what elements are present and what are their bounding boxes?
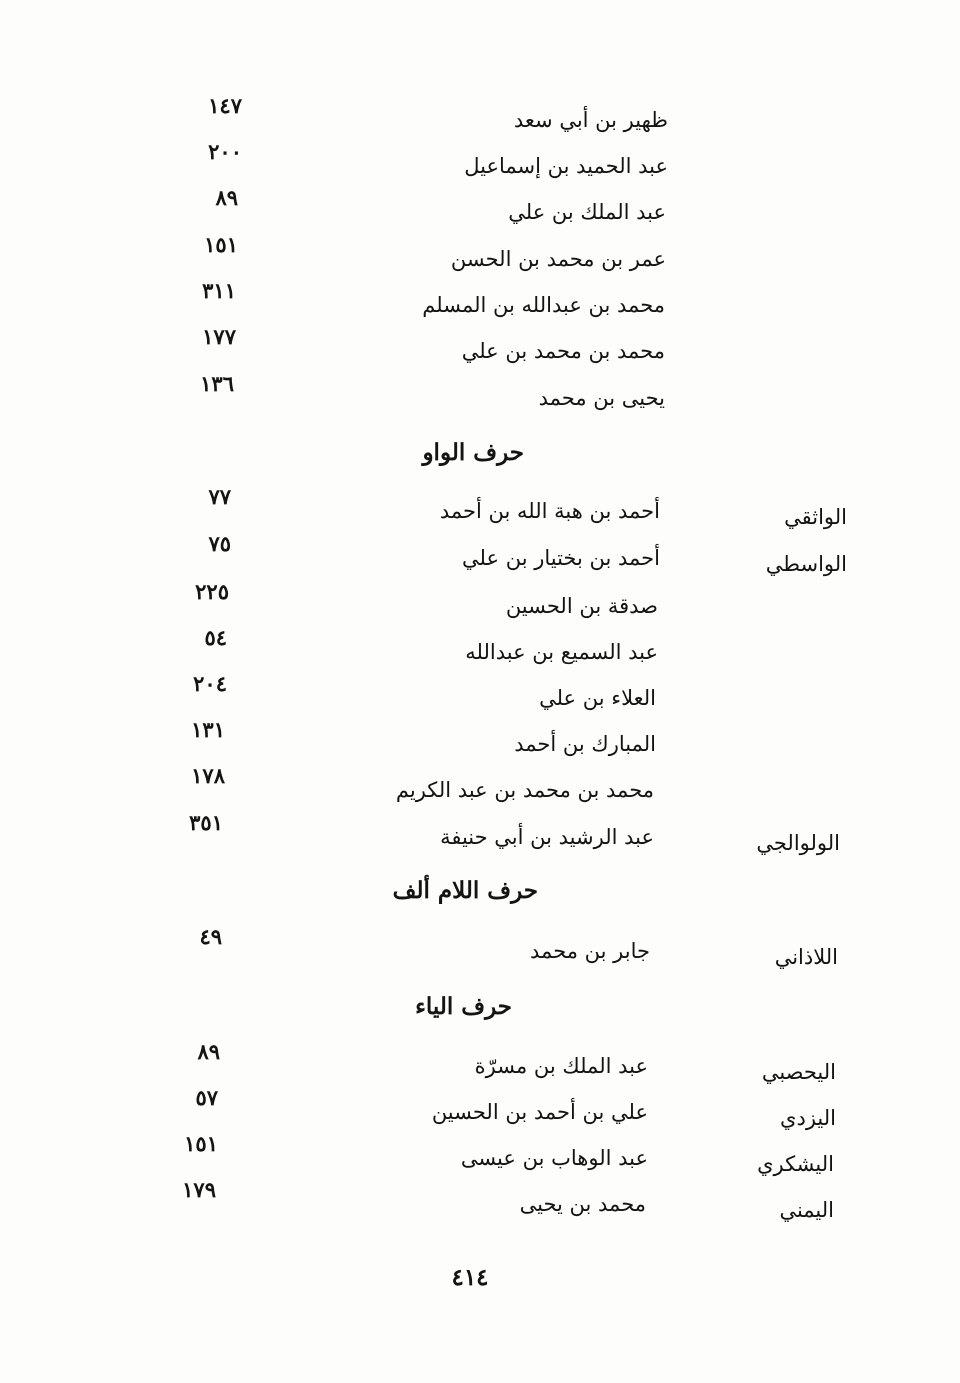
entry-nisba: الواثقي bbox=[784, 505, 847, 529]
entry-nisba: اليحصبي bbox=[761, 1060, 836, 1084]
index-entry bbox=[0, 1085, 960, 1138]
index-entry bbox=[0, 185, 960, 238]
index-entry bbox=[0, 717, 960, 770]
entry-name: أحمد بن هبة الله بن أحمد bbox=[439, 499, 660, 523]
entry-page: ٢٠٠ bbox=[208, 139, 242, 164]
index-entry bbox=[0, 924, 960, 977]
section-heading: حرف الواو bbox=[422, 439, 524, 466]
entry-name: عبد الرشيد بن أبي حنيفة bbox=[440, 825, 654, 849]
entry-name: عبد الوهاب بن عيسى bbox=[460, 1146, 648, 1170]
index-entry bbox=[0, 139, 960, 192]
entry-page: ٣٥١ bbox=[189, 810, 223, 835]
entry-nisba: اليزدي bbox=[780, 1106, 836, 1130]
entry-name: محمد بن محمد بن علي bbox=[461, 339, 665, 363]
section-heading: حرف الياء bbox=[415, 993, 512, 1020]
entry-page: ٣١١ bbox=[202, 278, 236, 303]
entry-name: عمر بن محمد بن الحسن bbox=[450, 247, 666, 271]
index-entry bbox=[0, 1039, 960, 1092]
entry-page: ٥٧ bbox=[195, 1085, 218, 1110]
entry-name: يحيى بن محمد bbox=[538, 386, 665, 410]
index-entry bbox=[0, 232, 960, 285]
index-entry bbox=[0, 579, 960, 632]
index-entry bbox=[0, 810, 960, 863]
entry-page: ٧٥ bbox=[208, 531, 231, 556]
index-entry bbox=[0, 93, 960, 146]
index-entry bbox=[0, 763, 960, 816]
entry-page: ١٤٧ bbox=[208, 93, 242, 118]
entry-nisba: اللاذاني bbox=[774, 945, 838, 969]
section-heading: حرف اللام ألف bbox=[392, 877, 538, 904]
entry-page: ٨٩ bbox=[197, 1039, 220, 1064]
entry-page: ٢٢٥ bbox=[195, 579, 229, 604]
index-entry bbox=[0, 278, 960, 331]
entry-page: ٥٤ bbox=[204, 625, 227, 650]
entry-page: ٤٩ bbox=[199, 924, 222, 949]
entry-name: العلاء بن علي bbox=[539, 686, 656, 710]
entry-name: المبارك بن أحمد bbox=[514, 732, 656, 756]
entry-name: عبد السميع بن عبدالله bbox=[465, 640, 658, 664]
index-entry bbox=[0, 484, 960, 537]
entry-nisba: الولوالجي bbox=[756, 831, 840, 855]
entry-page: ١٧٩ bbox=[182, 1177, 216, 1202]
entry-page: ١٥١ bbox=[204, 232, 238, 257]
entry-page: ١٥١ bbox=[184, 1131, 218, 1156]
entry-name: محمد بن عبدالله بن المسلم bbox=[422, 293, 665, 317]
entry-name: عبد الملك بن علي bbox=[508, 200, 666, 224]
entry-name: عبد الحميد بن إسماعيل bbox=[464, 154, 668, 178]
index-entry bbox=[0, 671, 960, 724]
entry-name: أحمد بن بختيار بن علي bbox=[462, 546, 660, 570]
entry-nisba: اليمني bbox=[779, 1198, 834, 1222]
entry-page: ١٧٧ bbox=[202, 324, 236, 349]
entry-page: ٢٠٤ bbox=[193, 671, 227, 696]
entry-name: علي بن أحمد بن الحسين bbox=[431, 1100, 648, 1124]
entry-nisba: الواسطي bbox=[765, 552, 847, 576]
entry-name: صدقة بن الحسين bbox=[505, 594, 658, 618]
index-entry bbox=[0, 371, 960, 424]
index-entry bbox=[0, 1177, 960, 1230]
index-entry bbox=[0, 531, 960, 584]
entry-page: ٨٩ bbox=[215, 185, 238, 210]
index-entry bbox=[0, 324, 960, 377]
entry-name: محمد بن يحيى bbox=[519, 1192, 646, 1216]
entry-page: ١٧٨ bbox=[191, 763, 225, 788]
entry-name: ظهير بن أبي سعد bbox=[513, 108, 668, 132]
entry-name: جابر بن محمد bbox=[530, 939, 650, 963]
entry-name: محمد بن محمد بن عبد الكريم bbox=[395, 778, 654, 802]
entry-page: ٧٧ bbox=[208, 484, 231, 509]
index-entry bbox=[0, 1131, 960, 1184]
entry-page: ١٣١ bbox=[191, 717, 225, 742]
entry-page: ١٣٦ bbox=[200, 371, 234, 396]
page-number: ٤١٤ bbox=[451, 1264, 489, 1291]
index-entry bbox=[0, 625, 960, 678]
entry-nisba: اليشكري bbox=[757, 1152, 834, 1176]
entry-name: عبد الملك بن مسرّة bbox=[474, 1054, 648, 1078]
